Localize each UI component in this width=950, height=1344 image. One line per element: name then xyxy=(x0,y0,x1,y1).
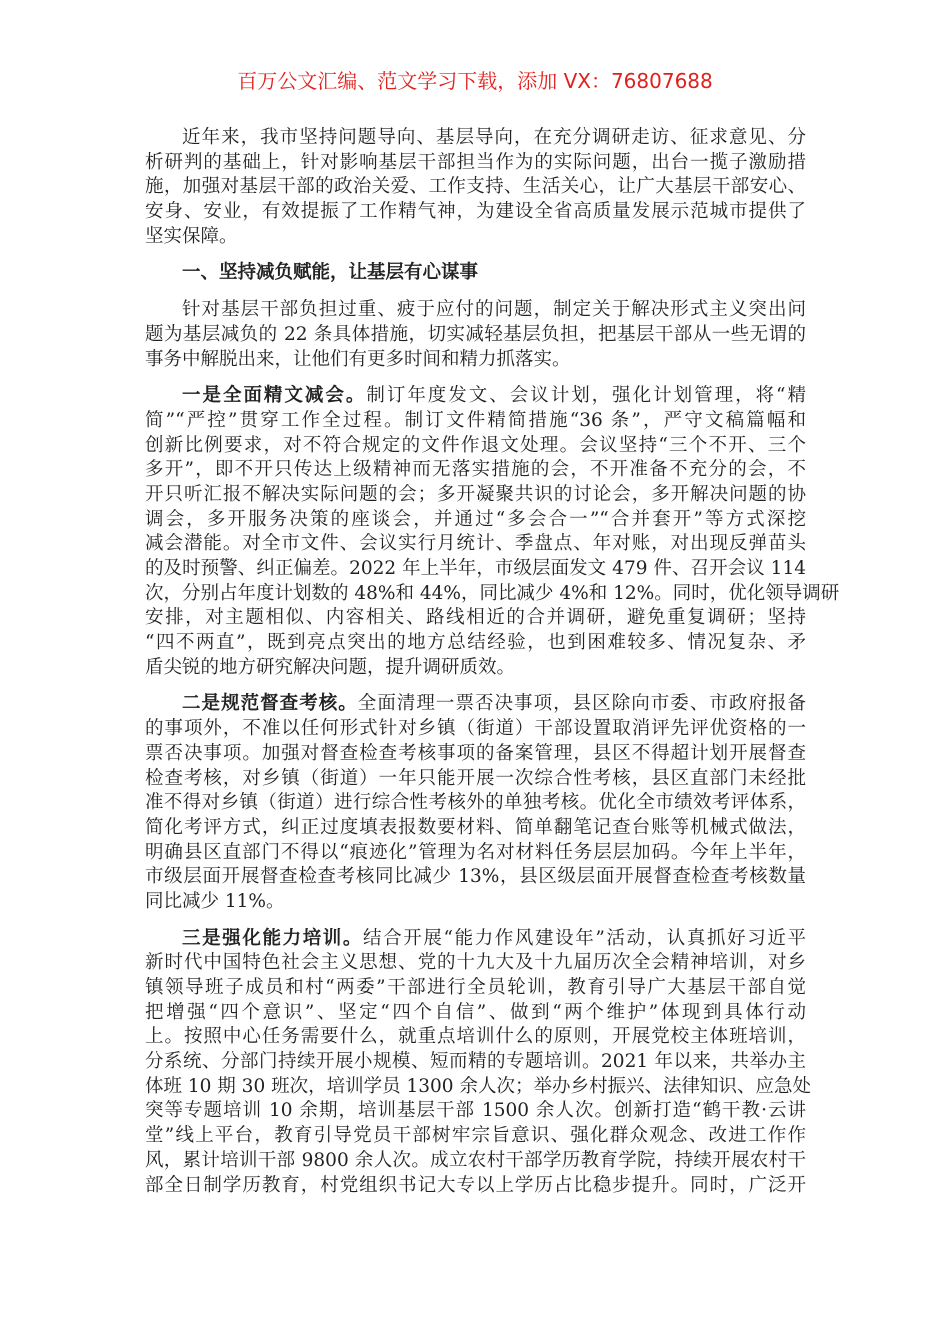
text-line xyxy=(145,606,806,631)
text-line xyxy=(145,458,806,483)
paragraph xyxy=(145,126,806,249)
line-text: 同比减少 11%。 xyxy=(145,890,285,912)
text-line xyxy=(145,1075,811,1100)
line-text: 施，加强对基层干部的政治关爱、工作支持、生活关心，让广大基层干部安心、 xyxy=(145,176,806,198)
text-line xyxy=(145,409,806,434)
paragraph xyxy=(145,927,811,1199)
line-text: 制订年度发文、会议计划，强化计划管理，将“精 xyxy=(366,385,806,407)
paragraph xyxy=(145,692,806,914)
line-text: 调会，多开服务决策的座谈会，并通过“多会合一”“合并套开”等方式深挖 xyxy=(145,508,806,530)
text-line xyxy=(145,175,806,200)
line-text: 结合开展“能力作风建设年”活动，认真抓好习近平 xyxy=(363,927,806,949)
text-line xyxy=(145,865,806,890)
text-line xyxy=(145,151,806,176)
line-text: 堂”线上平台，教育引导党员干部树牢宗旨意识、强化群众观念、改进工作作 xyxy=(145,1125,806,1147)
line-text: 简”“严控”贯穿工作全过程。制订文件精简措施“36 条”，严守文稿篇幅和 xyxy=(145,409,806,431)
line-text: 安身、安业，有效提振了工作精气神，为建设全省高质量发展示范城市提供了 xyxy=(145,201,806,223)
document-body xyxy=(145,126,840,1210)
line-text: 盾尖锐的地方研究解决问题，提升调研质效。 xyxy=(145,656,516,678)
text-line xyxy=(145,1174,806,1199)
text-line xyxy=(145,323,806,348)
paragraph xyxy=(145,298,806,372)
text-line xyxy=(145,348,806,373)
text-line xyxy=(145,656,806,681)
text-line xyxy=(145,791,806,816)
text-line xyxy=(145,890,806,915)
text-line xyxy=(145,1050,806,1075)
text-line xyxy=(145,1124,806,1149)
line-text: 近年来，我市坚持问题导向、基层导向，在充分调研走访、征求意见、分 xyxy=(182,127,806,148)
paragraph xyxy=(145,384,840,680)
line-text: 体班 10 期 30 班次，培训学员 1300 余人次；举办乡村振兴、法律知识、应急处 xyxy=(145,1075,811,1097)
line-text: 上。按照中心任务需要什么，就重点培训什么的原则，开展党校主体班培训， xyxy=(145,1026,806,1048)
text-line xyxy=(145,557,806,582)
line-text: 票否决事项。加强对督查检查考核事项的备案管理，县区不得超计划开展督查 xyxy=(145,742,806,764)
text-line xyxy=(145,1149,806,1174)
line-text: 安排，对主题相似、内容相关、路线相近的合并调研，避免重复调研；坚持 xyxy=(145,607,806,629)
text-line xyxy=(145,200,806,225)
line-text: 部全日制学历教育，村党组织书记大专以上学历占比稳步提升。同时，广泛开 xyxy=(145,1174,806,1196)
text-line xyxy=(145,841,806,866)
text-line xyxy=(145,225,806,250)
paragraph-lead: 二是规范督查考核。 xyxy=(182,693,358,715)
line-text: 新时代中国特色社会主义思想、党的十九大及十九届历次全会精神培训，对乡 xyxy=(145,952,806,974)
line-text: 针对基层干部负担过重、疲于应付的问题，制定关于解决形式主义突出问 xyxy=(182,299,806,321)
section-heading: 一、坚持减负赋能，让基层有心谋事 xyxy=(182,262,479,284)
text-line xyxy=(145,126,806,151)
line-text: 镇领导班子成员和村“两委”干部进行全员轮训，教育引导广大基层干部自觉 xyxy=(145,977,806,998)
paragraph-lead: 三是强化能力培训。 xyxy=(182,927,364,949)
text-line xyxy=(145,692,806,717)
line-text: 准不得对乡镇（街道）进行综合性考核外的单独考核。优化全市绩效考评体系， xyxy=(145,792,806,814)
text-line xyxy=(145,1025,806,1050)
line-text: 次，分别占年度计划数的 48%和 44%，同比减少 4%和 12%。同时，优化领导调研 xyxy=(145,582,840,604)
line-text: 分系统、分部门持续开展小规模、短而精的专题培训。2021 年以来，共举办主 xyxy=(145,1051,806,1073)
line-text: 把增强“四个意识”、坚定“四个自信”、做到“两个维护”体现到具体行动 xyxy=(145,1001,806,1023)
text-line xyxy=(145,483,806,508)
line-text: 多开”，即不开只传达上级精神而无落实措施的会，不开准备不充分的会，不 xyxy=(145,459,806,481)
line-text: 事务中解脱出来，让他们有更多时间和精力抓落实。 xyxy=(145,348,571,370)
text-line xyxy=(145,582,840,607)
text-line xyxy=(145,976,806,1001)
text-line xyxy=(145,951,806,976)
line-text: 明确县区直部门不得以“痕迹化”管理为名对材料任务层层加码。今年上半年， xyxy=(145,841,806,863)
line-text: 坚实保障。 xyxy=(145,225,238,247)
line-text: 的事项外，不准以任何形式针对乡镇（街道）干部设置取消评先评优资格的一 xyxy=(145,718,806,740)
text-line xyxy=(145,717,806,742)
line-text: 市级层面开展督查检查考核同比减少 13%，县区级层面开展督查检查考核数量 xyxy=(145,866,806,888)
text-line xyxy=(145,434,806,459)
line-text: 减会潜能。对全市文件、会议实行月统计、季盘点、年对账，对出现反弹苗头 xyxy=(145,533,806,555)
text-line xyxy=(145,927,806,952)
line-text: 析研判的基础上，针对影响基层干部担当作为的实际问题，出台一揽子激励措 xyxy=(145,151,806,173)
line-text: 开只听汇报不解决实际问题的会；多开凝聚共识的讨论会，多开解决问题的协 xyxy=(145,483,806,505)
text-line xyxy=(145,742,806,767)
line-text: 题为基层减负的 22 条具体措施，切实减轻基层负担，把基层干部从一些无谓的 xyxy=(145,323,806,345)
text-line xyxy=(145,298,806,323)
text-line xyxy=(145,384,806,409)
line-text: 简化考评方式，纠正过度填表报数要材料、简单翻笔记查台账等机械式做法， xyxy=(145,816,806,838)
text-line xyxy=(145,508,806,533)
line-text: 突等专题培训 10 余期，培训基层干部 1500 余人次。创新打造“鹤干教·云讲 xyxy=(145,1100,806,1122)
line-text: 检查考核，对乡镇（街道）一年只能开展一次综合性考核，县区直部门未经批 xyxy=(145,767,806,789)
line-text: 全面清理一票否决事项，县区除向市委、市政府报备 xyxy=(357,693,806,715)
line-text: 风，累计培训干部 9800 余人次。成立农村干部学历教育学院，持续开展农村干 xyxy=(145,1149,806,1171)
text-line xyxy=(145,1001,806,1026)
text-line xyxy=(145,816,806,841)
text-line xyxy=(145,532,806,557)
text-line xyxy=(145,1099,806,1124)
line-text: 创新比例要求，对不符合规定的文件作退文处理。会议坚持“三个不开、三个 xyxy=(145,434,806,456)
text-line xyxy=(145,631,806,656)
line-text: 的及时预警、纠正偏差。2022 年上半年，市级层面发文 479 件、召开会议 114 xyxy=(145,558,806,579)
watermark-banner: 百万公文汇编、范文学习下载，添加 VX：76807688 xyxy=(237,69,713,93)
paragraph-lead: 一是全面精文减会。 xyxy=(182,385,367,407)
line-text: “四不两直”，既到亮点突出的地方总结经验，也到困难较多、情况复杂、矛 xyxy=(145,632,806,654)
text-line xyxy=(145,767,806,792)
